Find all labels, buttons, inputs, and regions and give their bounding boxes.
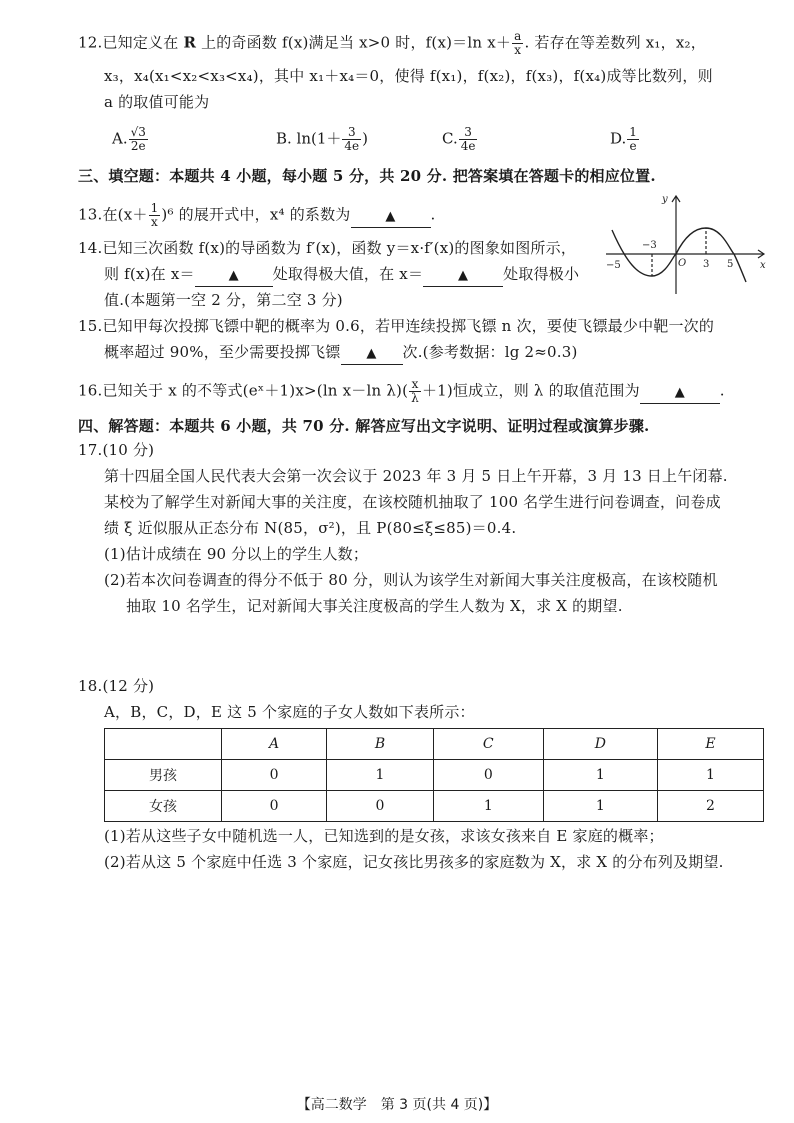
q18-family-table <box>104 728 764 822</box>
option-fraction <box>459 126 478 153</box>
q12-fraction-a-over-x <box>512 30 523 57</box>
q15-text-b: 次.(参考数据：lg 2≈0.3) <box>402 343 578 361</box>
table-header-cell: B <box>327 729 434 760</box>
q12-text-a: 12.已知定义在 <box>78 33 184 52</box>
q15-line1: 15.已知甲每次投掷飞镖中靶的概率为 0.6，若甲连续投掷飞镖 n 次，要使飞镖最少中靶一次的 <box>78 317 715 335</box>
section-3-heading: 三、填空题：本题共 4 小题，每小题 5 分，共 20 分. 把答案填在答题卡的相应位置. <box>78 167 656 185</box>
q13-text-b: )⁶ 的展开式中，x⁴ 的系数为 <box>161 205 351 224</box>
tick-5: 5 <box>727 259 734 270</box>
x-axis-label: x <box>760 260 766 271</box>
q16-period: . <box>719 381 725 400</box>
q14-line2 <box>104 264 579 287</box>
table-cell: 0 <box>222 760 327 791</box>
option-label: B. ln(1＋ <box>276 129 342 148</box>
option-label: A. <box>112 129 128 148</box>
fraction-numerator: 1 <box>629 125 637 139</box>
page-footer: 【高二数学 第 3 页(共 4 页)】 <box>296 1097 498 1113</box>
triangle-icon: ▲ <box>366 346 377 361</box>
q12-option-a <box>112 126 149 153</box>
fraction-denominator: 4e <box>460 139 476 153</box>
table-cell: 1 <box>657 760 763 791</box>
q12-line2: x₃，x₄(x₁<x₂<x₃<x₄)，其中 x₁＋x₄＝0，使得 f(x₁)，f(x₂)，f(x₃)，f(x₄)成等比数列，则 <box>104 67 713 85</box>
q15-blank <box>341 342 403 365</box>
q13-fraction <box>149 202 161 229</box>
q16-blank <box>640 381 720 404</box>
q18-sub1: (1)若从这些子女中随机选一人，已知选到的是女孩，求该女孩来自 E 家庭的概率； <box>104 827 664 845</box>
q12-text-b: 上的奇函数 f(x)满足当 x>0 时，f(x)＝ln x＋ <box>196 33 512 52</box>
table-cell: 1 <box>433 791 543 822</box>
curve <box>612 228 746 282</box>
table-cell: 1 <box>543 791 657 822</box>
table-header-cell: A <box>222 729 327 760</box>
q17-p2: 某校为了解学生对新闻大事的关注度，在该校随机抽取了 100 名学生进行问卷调查，问卷成 <box>104 493 721 511</box>
q18-header: 18.(12 分) <box>78 677 155 695</box>
q17-sub2b: 抽取 10 名学生，记对新闻大事关注度极高的学生人数为 X，求 X 的期望. <box>126 597 623 615</box>
table-row <box>105 760 764 791</box>
fraction-denominator: e <box>629 139 637 153</box>
q12-text-c: . 若存在等差数列 x₁，x₂， <box>524 33 706 52</box>
fraction-numerator: 3 <box>459 126 478 140</box>
table-cell: 0 <box>433 760 543 791</box>
q14-text-c: 处取得极小 <box>503 265 580 283</box>
fraction-denominator: 2e <box>130 139 146 153</box>
table-cell: 0 <box>222 791 327 822</box>
triangle-icon: ▲ <box>674 384 685 400</box>
q14-function-graph <box>604 192 768 296</box>
q14-line1: 14.已知三次函数 f(x)的导函数为 f′(x)，函数 y＝x·f′(x)的图象如图所示， <box>78 239 577 257</box>
table-cell: 0 <box>327 791 434 822</box>
q13-text-a: 13.在(x＋ <box>78 205 148 224</box>
q18-intro: A，B，C，D，E 这 5 个家庭的子女人数如下表所示： <box>104 703 475 721</box>
option-label: D. <box>610 129 627 148</box>
table-row-label: 女孩 <box>105 791 222 822</box>
origin-label: O <box>678 258 687 269</box>
table-corner <box>105 729 222 760</box>
q13-answer-blank <box>351 205 431 228</box>
q12-line1 <box>78 30 706 57</box>
q12-option-c <box>442 126 478 153</box>
fraction-numerator: x <box>409 378 421 392</box>
q12-option-b <box>276 126 368 153</box>
fraction-numerator: √3 <box>130 125 146 139</box>
q12-line3: a 的取值可能为 <box>104 93 210 111</box>
q12-R: R <box>183 33 197 52</box>
option-label: C. <box>442 129 458 148</box>
q16-text-a: 16.已知关于 x 的不等式(eˣ＋1)x>(ln x－ln λ)( <box>78 381 409 400</box>
fraction-numerator: a <box>514 29 522 43</box>
tick-neg3: −3 <box>642 240 657 251</box>
table-header-cell: E <box>657 729 763 760</box>
q12-option-d <box>610 126 640 153</box>
q14-line3: 值.(本题第一空 2 分，第二空 3 分) <box>104 291 343 309</box>
q17-sub2a: (2)若本次问卷调查的得分不低于 80 分，则认为该学生对新闻大事关注度极高，在该校随机 <box>104 571 718 589</box>
table-row <box>105 791 764 822</box>
q15-line2 <box>104 342 578 365</box>
q16-fraction <box>409 378 421 405</box>
table-cell: 1 <box>543 760 657 791</box>
q14-blank-2 <box>423 264 503 287</box>
q18-sub2: (2)若从这 5 个家庭中任选 3 个家庭，记女孩比男孩多的家庭数为 X，求 X 的分布列及期望. <box>104 853 724 871</box>
fraction-numerator: 1 <box>150 201 159 215</box>
q14-blank-1 <box>195 264 273 287</box>
table-cell: 2 <box>657 791 763 822</box>
q14-text-a: 则 f(x)在 x＝ <box>104 265 195 283</box>
table-row-label: 男孩 <box>105 760 222 791</box>
triangle-icon: ▲ <box>228 268 239 283</box>
option-paren: ) <box>362 129 369 148</box>
table-header-row <box>105 729 764 760</box>
fraction-denominator: x <box>514 43 522 57</box>
option-fraction <box>129 126 148 153</box>
option-fraction <box>627 126 639 153</box>
fraction-denominator: 4e <box>344 139 360 153</box>
table-cell: 1 <box>327 760 434 791</box>
fraction-denominator: x <box>151 215 158 229</box>
triangle-icon: ▲ <box>385 208 396 224</box>
section-4-heading: 四、解答题：本题共 6 小题，共 70 分. 解答应写出文字说明、证明过程或演算步骤. <box>78 417 650 435</box>
q16-text-b: ＋1)恒成立，则 λ 的取值范围为 <box>421 381 640 400</box>
y-axis-label: y <box>662 194 668 205</box>
q17-header: 17.(10 分) <box>78 441 155 459</box>
table-header-cell: D <box>543 729 657 760</box>
fraction-numerator: 3 <box>342 126 361 140</box>
tick-3: 3 <box>703 259 710 270</box>
tick-neg5: −5 <box>606 260 621 271</box>
q17-p1: 第十四届全国人民代表大会第一次会议于 2023 年 3 月 5 日上午开幕，3 月 13 日上午闭幕. <box>104 467 728 485</box>
q13 <box>78 202 435 229</box>
q17-sub1: (1)估计成绩在 90 分以上的学生人数； <box>104 545 369 563</box>
table-header-cell: C <box>433 729 543 760</box>
triangle-icon: ▲ <box>458 268 469 283</box>
q17-p3: 绩 ξ 近似服从正态分布 N(85，σ²)，且 P(80≤ξ≤85)＝0.4. <box>104 519 517 537</box>
q16 <box>78 378 725 405</box>
q13-period: . <box>430 205 436 224</box>
q14-text-b: 处取得极大值，在 x＝ <box>272 265 424 283</box>
option-fraction <box>342 126 361 153</box>
q15-text-a: 概率超过 90%，至少需要投掷飞镖 <box>104 343 341 361</box>
fraction-denominator: λ <box>411 391 419 405</box>
